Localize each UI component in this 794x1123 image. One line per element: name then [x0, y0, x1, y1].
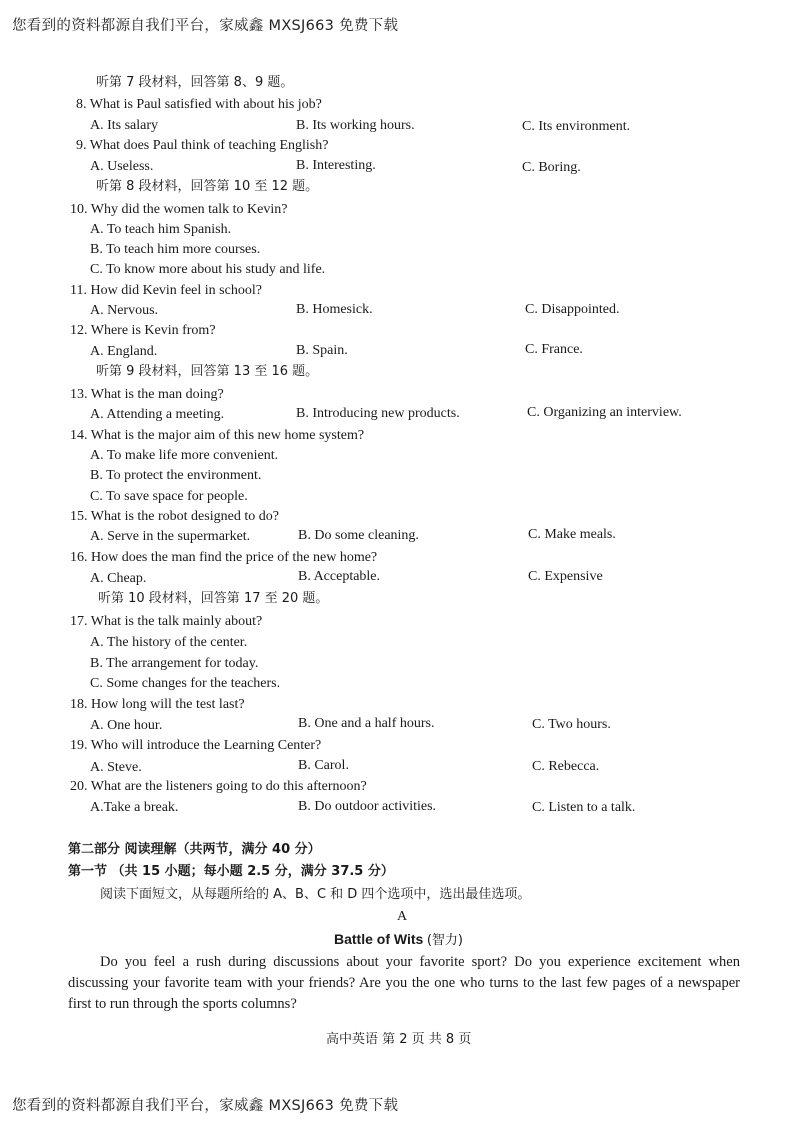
section-7-instruction: 听第 7 段材料，回答第 8、9 题。 — [96, 75, 294, 90]
question-18-option-b: B. One and a half hours. — [298, 716, 435, 731]
question-10-option-c: C. To know more about his study and life. — [90, 262, 326, 277]
question-12-option-a: A. England. — [90, 344, 158, 359]
question-19-option-b: B. Carol. — [298, 758, 349, 773]
question-14-stem: 14. What is the major aim of this new home system? — [70, 428, 365, 443]
question-16-option-b: B. Acceptable. — [298, 569, 381, 584]
passage-title-text: Battle of Wits — [334, 931, 424, 947]
question-16-option-a: A. Cheap. — [90, 571, 147, 586]
question-13-stem: 13. What is the man doing? — [70, 387, 224, 402]
question-11-option-a: A. Nervous. — [90, 303, 159, 318]
watermark-bottom: 您看到的资料都源自我们平台，家威鑫 MXSJ663 免费下载 — [12, 1098, 399, 1114]
question-9-option-c: C. Boring. — [522, 160, 581, 175]
question-17-option-c: C. Some changes for the teachers. — [90, 676, 281, 691]
question-15-stem: 15. What is the robot designed to do? — [70, 509, 279, 524]
question-20-option-a: A.Take a break. — [90, 800, 179, 815]
question-11-option-b: B. Homesick. — [296, 302, 373, 317]
question-8-option-b: B. Its working hours. — [296, 118, 415, 133]
question-13-option-a: A. Attending a meeting. — [90, 407, 225, 422]
page-footer: 高中英语 第 2 页 共 8 页 — [326, 1032, 472, 1047]
section-8-instruction: 听第 8 段材料，回答第 10 至 12 题。 — [96, 179, 319, 194]
section-10-instruction: 听第 10 段材料，回答第 17 至 20 题。 — [98, 591, 329, 606]
watermark-top: 您看到的资料都源自我们平台，家威鑫 MXSJ663 免费下载 — [12, 18, 399, 34]
question-13-option-b: B. Introducing new products. — [296, 406, 460, 421]
question-10-option-a: A. To teach him Spanish. — [90, 222, 232, 237]
question-20-option-b: B. Do outdoor activities. — [298, 799, 437, 814]
question-8-option-c: C. Its environment. — [522, 119, 631, 134]
question-15-option-a: A. Serve in the supermarket. — [90, 529, 251, 544]
question-19-stem: 19. Who will introduce the Learning Center? — [70, 738, 322, 753]
question-12-stem: 12. Where is Kevin from? — [70, 323, 216, 338]
question-20-stem: 20. What are the listeners going to do this afternoon? — [70, 779, 367, 794]
question-15-option-b: B. Do some cleaning. — [298, 528, 419, 543]
question-8-stem: 8. What is Paul satisfied with about his job? — [76, 97, 322, 112]
question-9-option-b: B. Interesting. — [296, 158, 376, 173]
question-13-option-c: C. Organizing an interview. — [527, 405, 682, 420]
question-10-stem: 10. Why did the women talk to Kevin? — [70, 202, 288, 217]
question-20-option-c: C. Listen to a talk. — [532, 800, 636, 815]
question-11-stem: 11. How did Kevin feel in school? — [70, 283, 262, 298]
question-18-stem: 18. How long will the test last? — [70, 697, 245, 712]
passage-letter: A — [397, 909, 408, 924]
question-18-option-c: C. Two hours. — [532, 717, 611, 732]
question-11-option-c: C. Disappointed. — [525, 302, 620, 317]
question-9-stem: 9. What does Paul think of teaching English? — [76, 138, 329, 153]
question-15-option-c: C. Make meals. — [528, 527, 616, 542]
question-8-option-a: A. Its salary — [90, 118, 159, 133]
question-17-stem: 17. What is the talk mainly about? — [70, 614, 263, 629]
question-16-option-c: C. Expensive — [528, 569, 603, 584]
question-10-option-b: B. To teach him more courses. — [90, 242, 261, 257]
section-9-instruction: 听第 9 段材料，回答第 13 至 16 题。 — [96, 364, 319, 379]
passage-paragraph-text: Do you feel a rush during discussions about your favorite sport? Do you experience excitement when discussing your favorite team with your friends? Are you the one who turns to the last few pages of a newspaper first to run through the sports columns? — [68, 954, 740, 1012]
question-17-option-a: A. The history of the center. — [90, 635, 248, 650]
question-19-option-a: A. Steve. — [90, 760, 142, 775]
question-12-option-c: C. France. — [525, 342, 583, 357]
question-14-option-c: C. To save space for people. — [90, 489, 248, 504]
question-18-option-a: A. One hour. — [90, 718, 163, 733]
passage-title-chinese: (智力) — [426, 933, 463, 948]
question-14-option-a: A. To make life more convenient. — [90, 448, 279, 463]
part-2-title: 第二部分 阅读理解（共两节，满分 40 分） — [68, 842, 321, 857]
passage-paragraph — [68, 952, 740, 1015]
question-19-option-c: C. Rebecca. — [532, 759, 600, 774]
section-1-title: 第一节 （共 15 小题；每小题 2.5 分，满分 37.5 分） — [68, 864, 394, 879]
question-16-stem: 16. How does the man find the price of the new home? — [70, 550, 378, 565]
reading-instruction: 阅读下面短文，从每题所给的 A、B、C 和 D 四个选项中，选出最佳选项。 — [100, 887, 531, 902]
passage-title — [334, 932, 463, 948]
question-9-option-a: A. Useless. — [90, 159, 154, 174]
question-17-option-b: B. The arrangement for today. — [90, 656, 259, 671]
question-14-option-b: B. To protect the environment. — [90, 468, 262, 483]
question-12-option-b: B. Spain. — [296, 343, 348, 358]
